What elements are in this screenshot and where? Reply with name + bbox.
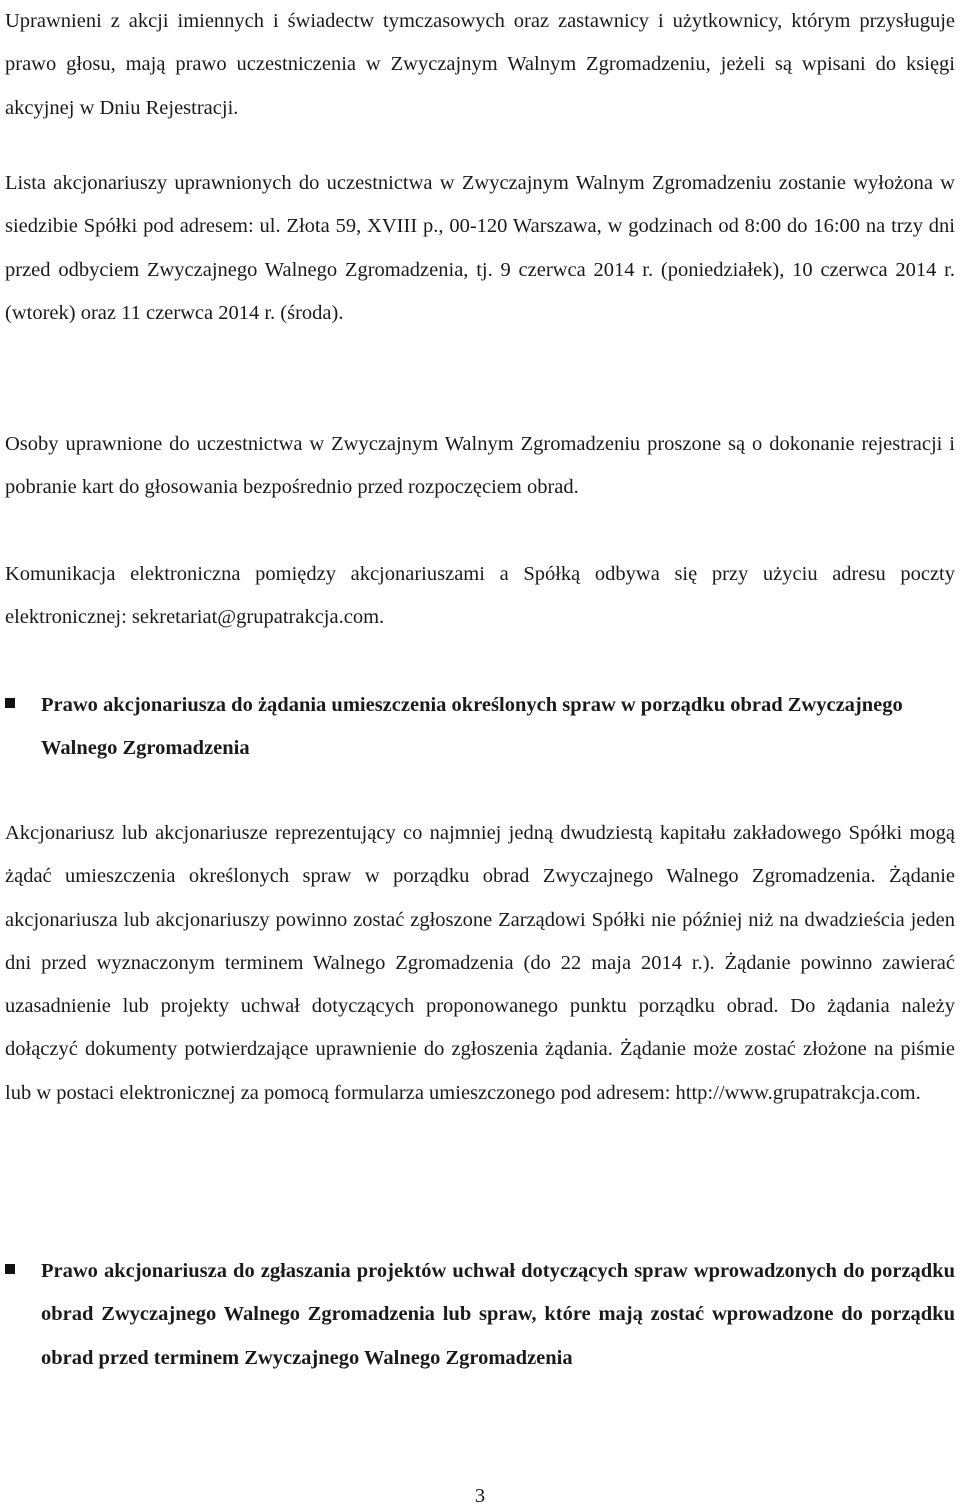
square-bullet-icon <box>5 698 15 708</box>
paragraph-registration: Osoby uprawnione do uczestnictwa w Zwyczajnym Walnym Zgromadzeniu proszone są o dokonanie rejestracji i pobranie kart do głosowania bezpośrednio przed rozpoczęciem obrad. <box>5 433 955 499</box>
section-heading-text: Prawo akcjonariusza do żądania umieszczenia określonych spraw w porządku obrad Zwyczajnego Walnego Zgromadzenia <box>41 694 903 760</box>
page-number: 3 <box>474 1485 486 1507</box>
paragraph-shareholder-list: Lista akcjonariuszy uprawnionych do uczestnictwa w Zwyczajnym Walnym Zgromadzeniu zostanie wyłożona w siedzibie Spółki pod adresem: ul. Złota 59, XVIII p., 00-120 Warszawa, w godzinach od 8:00 do 16:00 na trzy dni przed odbyciem Zwyczajnego Walnego Zgromadzenia, tj. 9 czerwca 2014 r. (poniedziałek), 10 czerwca 2014 r. (wtorek) oraz 11 czerwca 2014 r. (środa). <box>5 172 955 324</box>
paragraph-agenda-request-details: Akcjonariusz lub akcjonariusze reprezentujący co najmniej jedną dwudziestą kapitału zakładowego Spółki mogą żądać umieszczenia określonych spraw w porządku obrad Zwyczajnego Walnego Zgromadzenia. Żądanie akcjonariusza lub akcjonariuszy powinno zostać zgłoszone Zarządowi Spółki nie później niż na dwadzieścia jeden dni przed wyznaczonym terminem Walnego Zgromadzenia (do 22 maja 2014 r.). Żądanie powinno zawierać uzasadnienie lub projekty uchwał dotyczących proponowanego punktu porządku obrad. Do żądania należy dołączyć dokumenty potwierdzające uprawnienie do zgłoszenia żądania. Żądanie może zostać złożone na piśmie lub w postaci elektronicznej za pomocą formularza umieszczonego pod adresem: http://www.grupatrakcja.com. <box>5 822 955 1104</box>
section-heading-text: Prawo akcjonariusza do zgłaszania projektów uchwał dotyczących spraw wprowadzonych do porządku obrad Zwyczajnego Walnego Zgromadzenia lub spraw, które mają zostać wprowadzone do porządku obrad przed terminem Zwyczajnego Walnego Zgromadzenia <box>41 1260 955 1369</box>
section-heading-draft-resolutions <box>5 1250 955 1380</box>
paragraph-electronic-communication: Komunikacja elektroniczna pomiędzy akcjonariuszami a Spółką odbywa się przy użyciu adresu poczty elektronicznej: sekretariat@grupatrakcja.com. <box>5 563 955 629</box>
section-heading-agenda-request <box>5 684 955 771</box>
paragraph-registered-shareholders: Uprawnieni z akcji imiennych i świadectw tymczasowych oraz zastawnicy i użytkownicy, którym przysługuje prawo głosu, mają prawo uczestniczenia w Zwyczajnym Walnym Zgromadzeniu, jeżeli są wpisani do księgi akcyjnej w Dniu Rejestracji. <box>5 10 955 119</box>
square-bullet-icon <box>5 1264 15 1274</box>
